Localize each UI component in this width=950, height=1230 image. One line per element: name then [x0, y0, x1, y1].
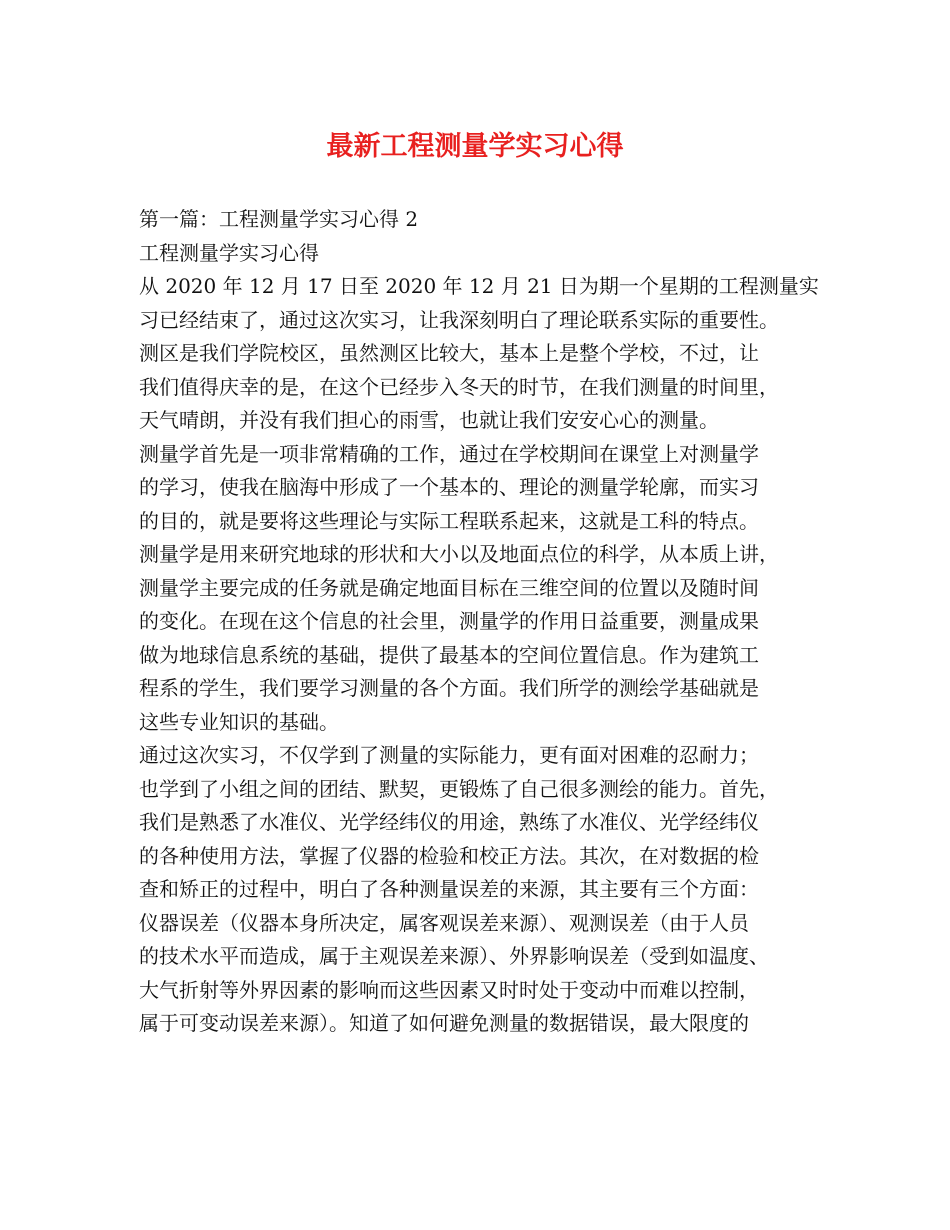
text-line: 程系的学生，我们要学习测量的各个方面。我们所学的测绘学基础就是: [139, 676, 759, 700]
text-line: 做为地球信息系统的基础，提供了最基本的空间位置信息。作为建筑工: [139, 642, 759, 667]
text-line: 通过这次实习，不仅学到了测量的实际能力，更有面对困难的忍耐力；: [139, 743, 759, 767]
text-line: 属于可变动误差来源）。知道了如何避免测量的数据错误，最大限度的: [139, 1011, 749, 1035]
text-line: 这些专业知识的基础。: [139, 709, 339, 734]
text-line: 测量学首先是一项非常精确的工作，通过在学校期间在课堂上对测量学: [139, 441, 759, 466]
text-line: 我们值得庆幸的是，在这个已经步入冬天的时节，在我们测量的时间里，: [139, 374, 779, 399]
text-line: 测量学是用来研究地球的形状和大小以及地面点位的科学，从本质上讲，: [139, 542, 779, 566]
document-body: [139, 203, 829, 1041]
text-line: 天气晴朗，并没有我们担心的雨雪，也就让我们安安心心的测量。: [139, 408, 719, 432]
text-line: 测区是我们学院校区，虽然测区比较大，基本上是整个学校，不过，让: [139, 341, 759, 365]
text-line: 我们是熟悉了水准仪、光学经纬仪的用途，熟练了水准仪、光学经纬仪: [139, 810, 759, 834]
text-line: 的学习，使我在脑海中形成了一个基本的、理论的测量学轮廓，而实习: [139, 475, 759, 499]
text-line: 的各种使用方法，掌握了仪器的检验和校正方法。其次，在对数据的检: [139, 843, 759, 868]
text-line: 也学到了小组之间的团结、默契，更锻炼了自己很多测绘的能力。首先，: [139, 776, 779, 801]
text-line: 测量学主要完成的任务就是确定地面目标在三维空间的位置以及随时间: [139, 575, 759, 600]
text-line: 大气折射等外界因素的影响而这些因素又时时处于变动中而难以控制，: [139, 977, 759, 1002]
text-line: 的技术水平而造成，属于主观误差来源）、外界影响误差（受到如温度、: [139, 944, 769, 968]
text-line: 的目的，就是要将这些理论与实际工程联系起来，这就是工科的特点。: [139, 508, 759, 533]
text-line: 工程测量学实习心得: [139, 240, 319, 265]
text-line: 的变化。在现在这个信息的社会里，测量学的作用日益重要，测量成果: [139, 609, 759, 633]
text-line: 第一篇：工程测量学实习心得 2: [139, 207, 419, 231]
document-title: 最新工程测量学实习心得: [326, 131, 624, 162]
text-line: 从 2020 年 12 月 17 日至 2020 年 12 月 21 日为期一个星期的工程测量实: [139, 274, 819, 298]
text-line: 仪器误差（仪器本身所决定，属客观误差来源）、观测误差（由于人员: [139, 910, 749, 935]
text-line: 查和矫正的过程中，明白了各种测量误差的来源，其主要有三个方面：: [139, 877, 759, 901]
text-line: 习已经结束了，通过这次实习，让我深刻明白了理论联系实际的重要性。: [139, 307, 779, 332]
